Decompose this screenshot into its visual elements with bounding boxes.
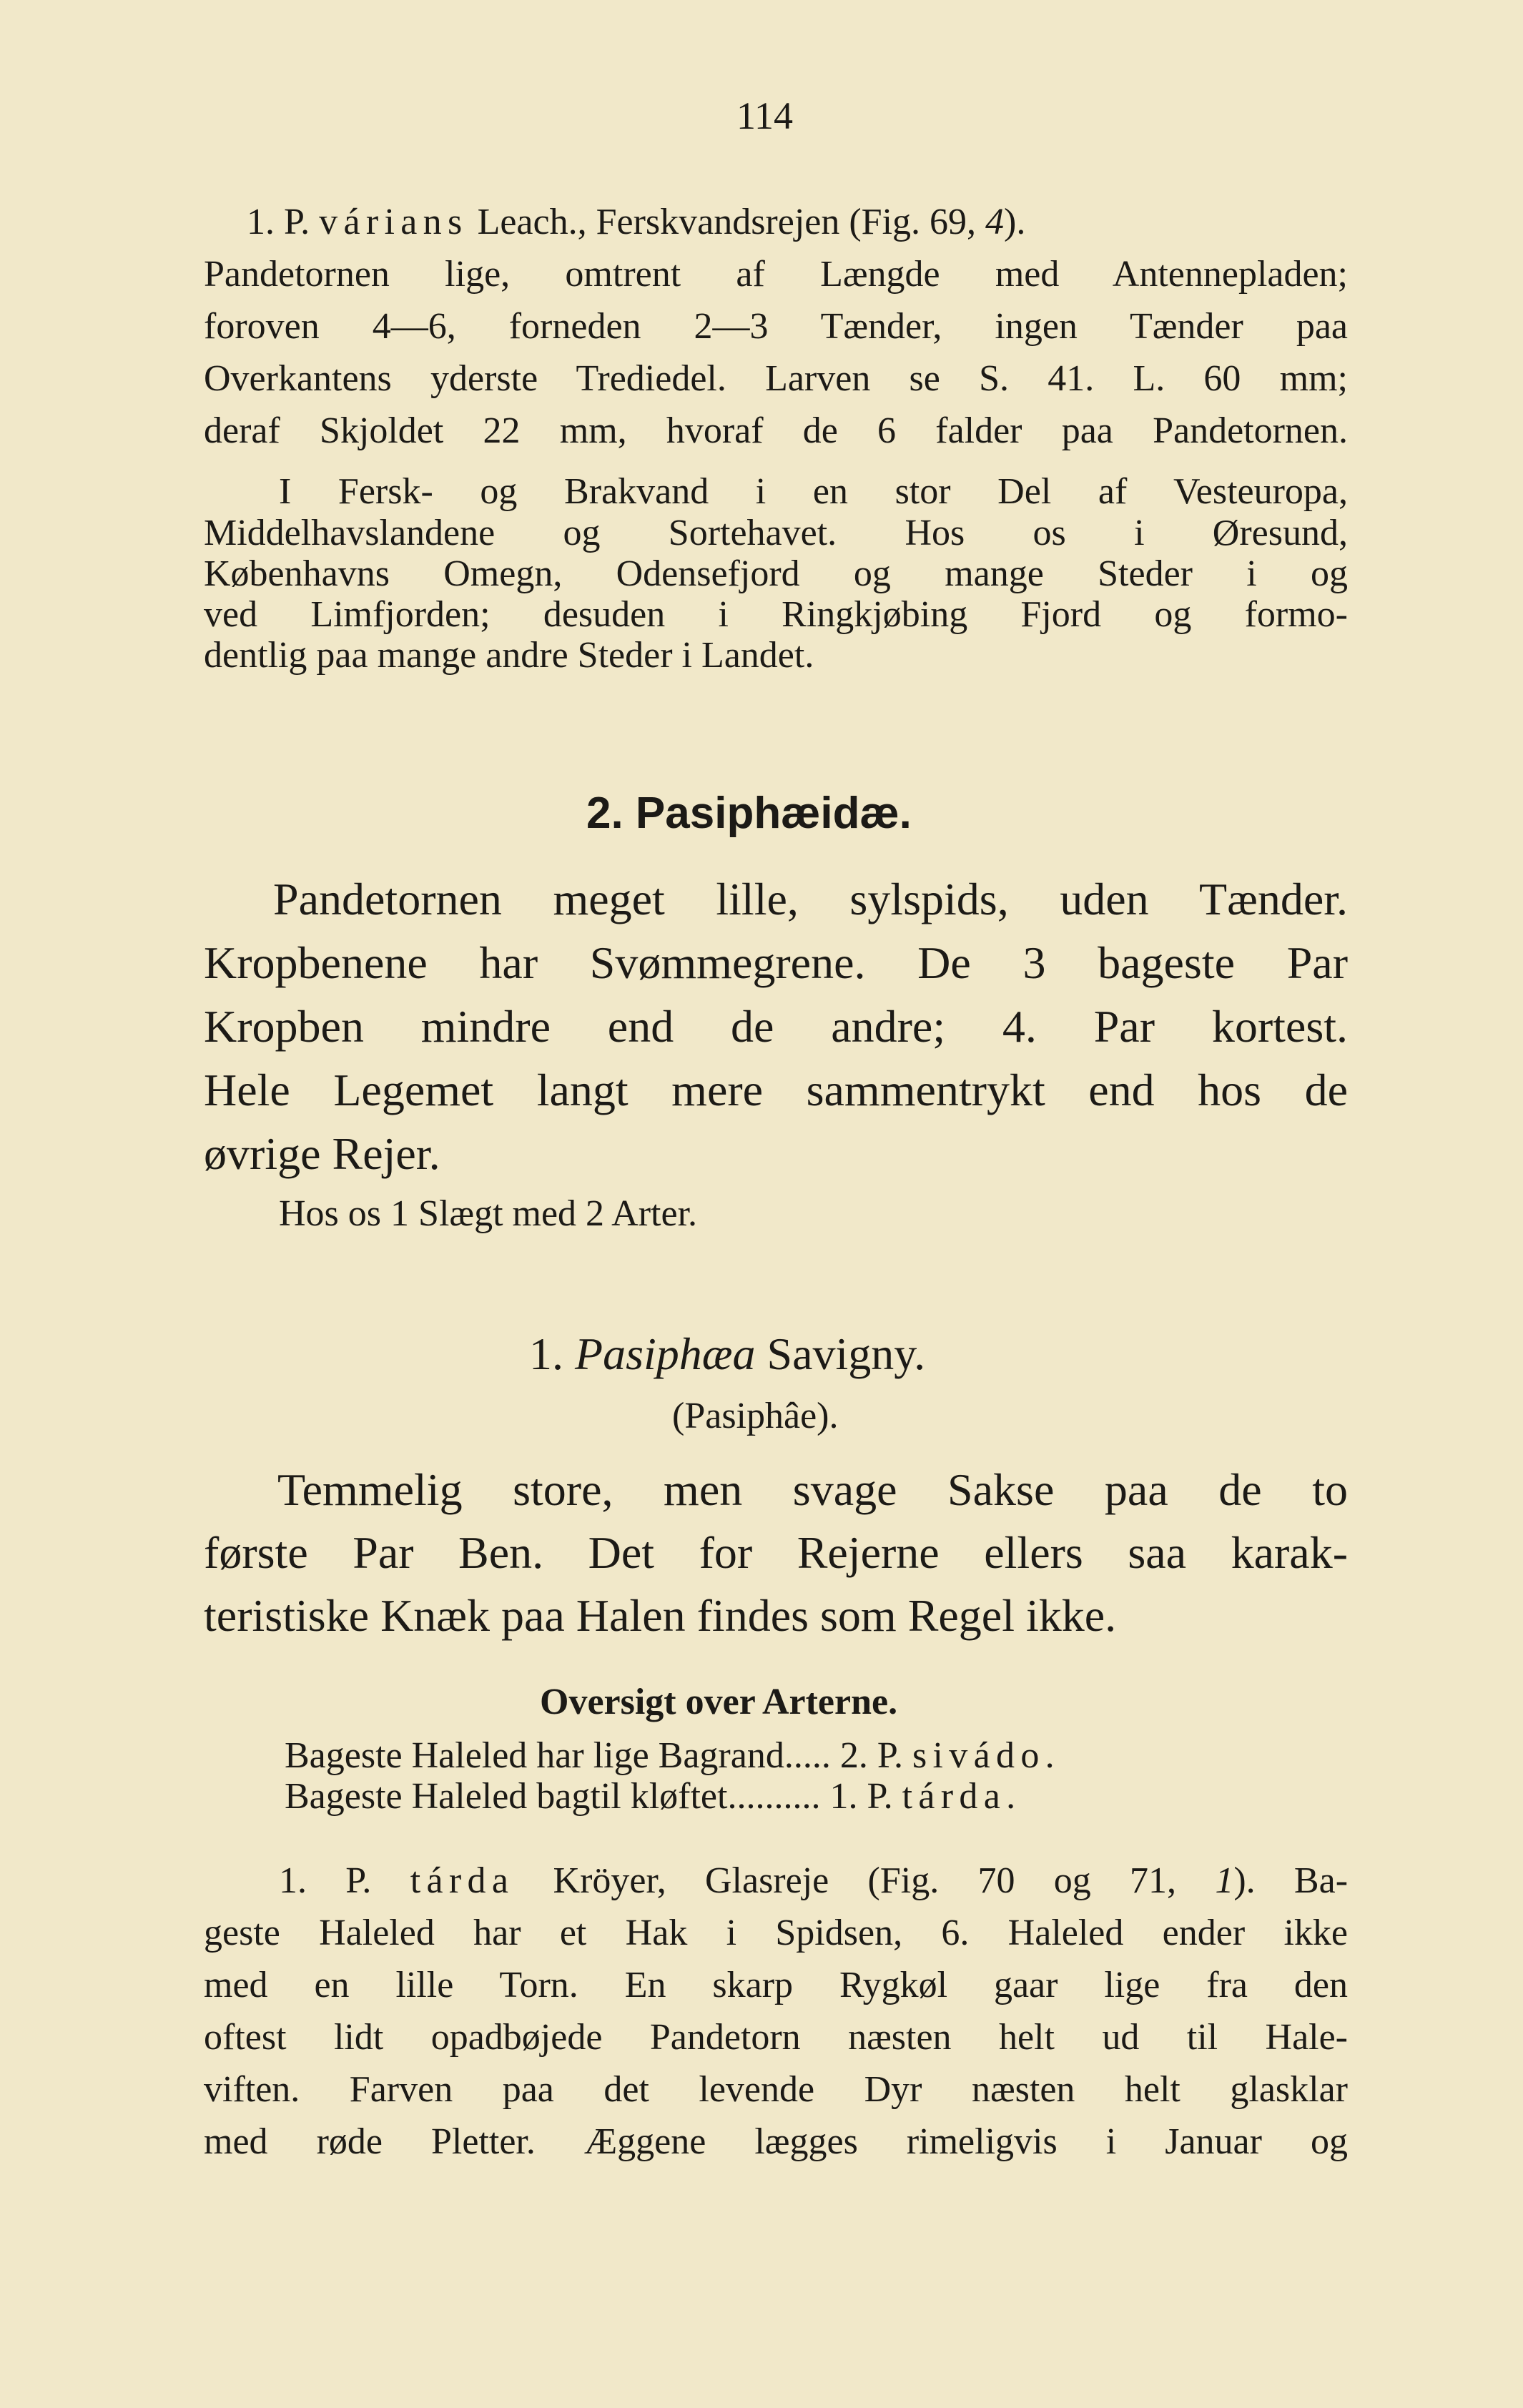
genus-author: Savigny. (767, 1328, 926, 1379)
key-row-species: sivádo. (912, 1735, 1060, 1776)
text-line: første Par Ben. Det for Rejerne ellers saa karak- (204, 1527, 1348, 1578)
text-line: deraf Skjoldet 22 mm, hvoraf de 6 falder paa Pandetornen. (204, 410, 1348, 451)
text-line: Middelhavslandene og Sortehavet. Hos os i Øresund, (204, 513, 1348, 553)
leader-dots: ..... (784, 1735, 831, 1776)
text-line: Overkantens yderste Trediedel. Larven se S. 41. L. 60 mm; (204, 358, 1348, 399)
text-line: ved Limfjorden; desuden i Ringkjøbing Fjord og formo- (204, 594, 1348, 635)
family-heading: 2. Pasiphæidæ. (586, 789, 912, 838)
genus-number: 1. (529, 1328, 563, 1379)
text-line: viften. Farven paa det levende Dyr næsten helt glasklar (204, 2069, 1348, 2110)
key-row-number: 2. P. (839, 1735, 903, 1776)
key-row (285, 1737, 1060, 1775)
species-name: várians (319, 202, 468, 242)
key-row-text: Bageste Haleled bagtil kløftet (285, 1776, 728, 1817)
genus-name: Pasiphæa (575, 1328, 756, 1379)
species-entry-first-line: 1. P. várians Leach., Ferskvandsrejen (Fig. 69, 4). (247, 202, 1026, 242)
author-and-common-name: Kröyer, Glasreje (Fig. 70 og 71, (553, 1860, 1177, 1901)
genus-common-name: (Pasiphâe). (672, 1396, 839, 1436)
key-title: Oversigt over Arterne. (540, 1682, 898, 1722)
text-line: Kropben mindre end de andre; 4. Par kortest. (204, 1001, 1348, 1052)
entry-number: 1. P. (279, 1860, 372, 1901)
text-line: Temmelig store, men svage Sakse paa de to (277, 1464, 1348, 1515)
text-line: teristiske Knæk paa Halen findes som Regel ikke. (204, 1590, 1117, 1641)
text-line: Københavns Omegn, Odensefjord og mange Steder i og (204, 553, 1348, 594)
key-row-number: 1. P. (829, 1776, 893, 1817)
page-number: 114 (736, 94, 793, 137)
text-line: geste Haleled har et Hak i Spidsen, 6. Haleled ender ikke (204, 1913, 1348, 1953)
text-line: dentlig paa mange andre Steder i Landet. (204, 635, 814, 676)
figure-reference: 4 (985, 202, 1005, 242)
species-entry-first-line: 1. P. tárda Kröyer, Glasreje (Fig. 70 og 71, 1). Ba- (279, 1860, 1349, 1901)
figure-reference: 1 (1215, 1860, 1234, 1901)
text-line: Kropbenene har Svømmegrene. De 3 bageste Par (204, 937, 1348, 988)
species-name: tárda (410, 1860, 515, 1901)
text-line: med røde Pletter. Æggene lægges rimeligvis i Januar og (204, 2121, 1348, 2162)
genus-heading (529, 1328, 926, 1379)
entry-number: 1. P. (247, 202, 310, 242)
text-line: I Fersk- og Brakvand i en stor Del af Vesteuropa, (279, 471, 1348, 512)
text-line: oftest lidt opadbøjede Pandetorn næsten helt ud til Hale- (204, 2017, 1348, 2058)
key-row (285, 1778, 1021, 1815)
key-row-species: tárda. (902, 1776, 1022, 1817)
text-line: øvrige Rejer. (204, 1128, 440, 1179)
text-line: foroven 4—6, forneden 2—3 Tænder, ingen Tænder paa (204, 306, 1348, 347)
text-line: Hele Legemet langt mere sammentrykt end hos de (204, 1065, 1348, 1115)
text-line: med en lille Torn. En skarp Rygkøl gaar lige fra den (204, 1965, 1348, 2005)
text-line: Pandetornen meget lille, sylspids, uden Tænder. (273, 874, 1348, 924)
text-line: Pandetornen lige, omtrent af Længde med Antennepladen; (204, 254, 1348, 295)
family-note: Hos os 1 Slægt med 2 Arter. (279, 1193, 698, 1234)
author-and-common-name: Leach., Ferskvandsrejen (Fig. 69, (477, 202, 977, 242)
leader-dots: .......... (727, 1776, 821, 1817)
key-row-text: Bageste Haleled har lige Bagrand (285, 1735, 784, 1776)
